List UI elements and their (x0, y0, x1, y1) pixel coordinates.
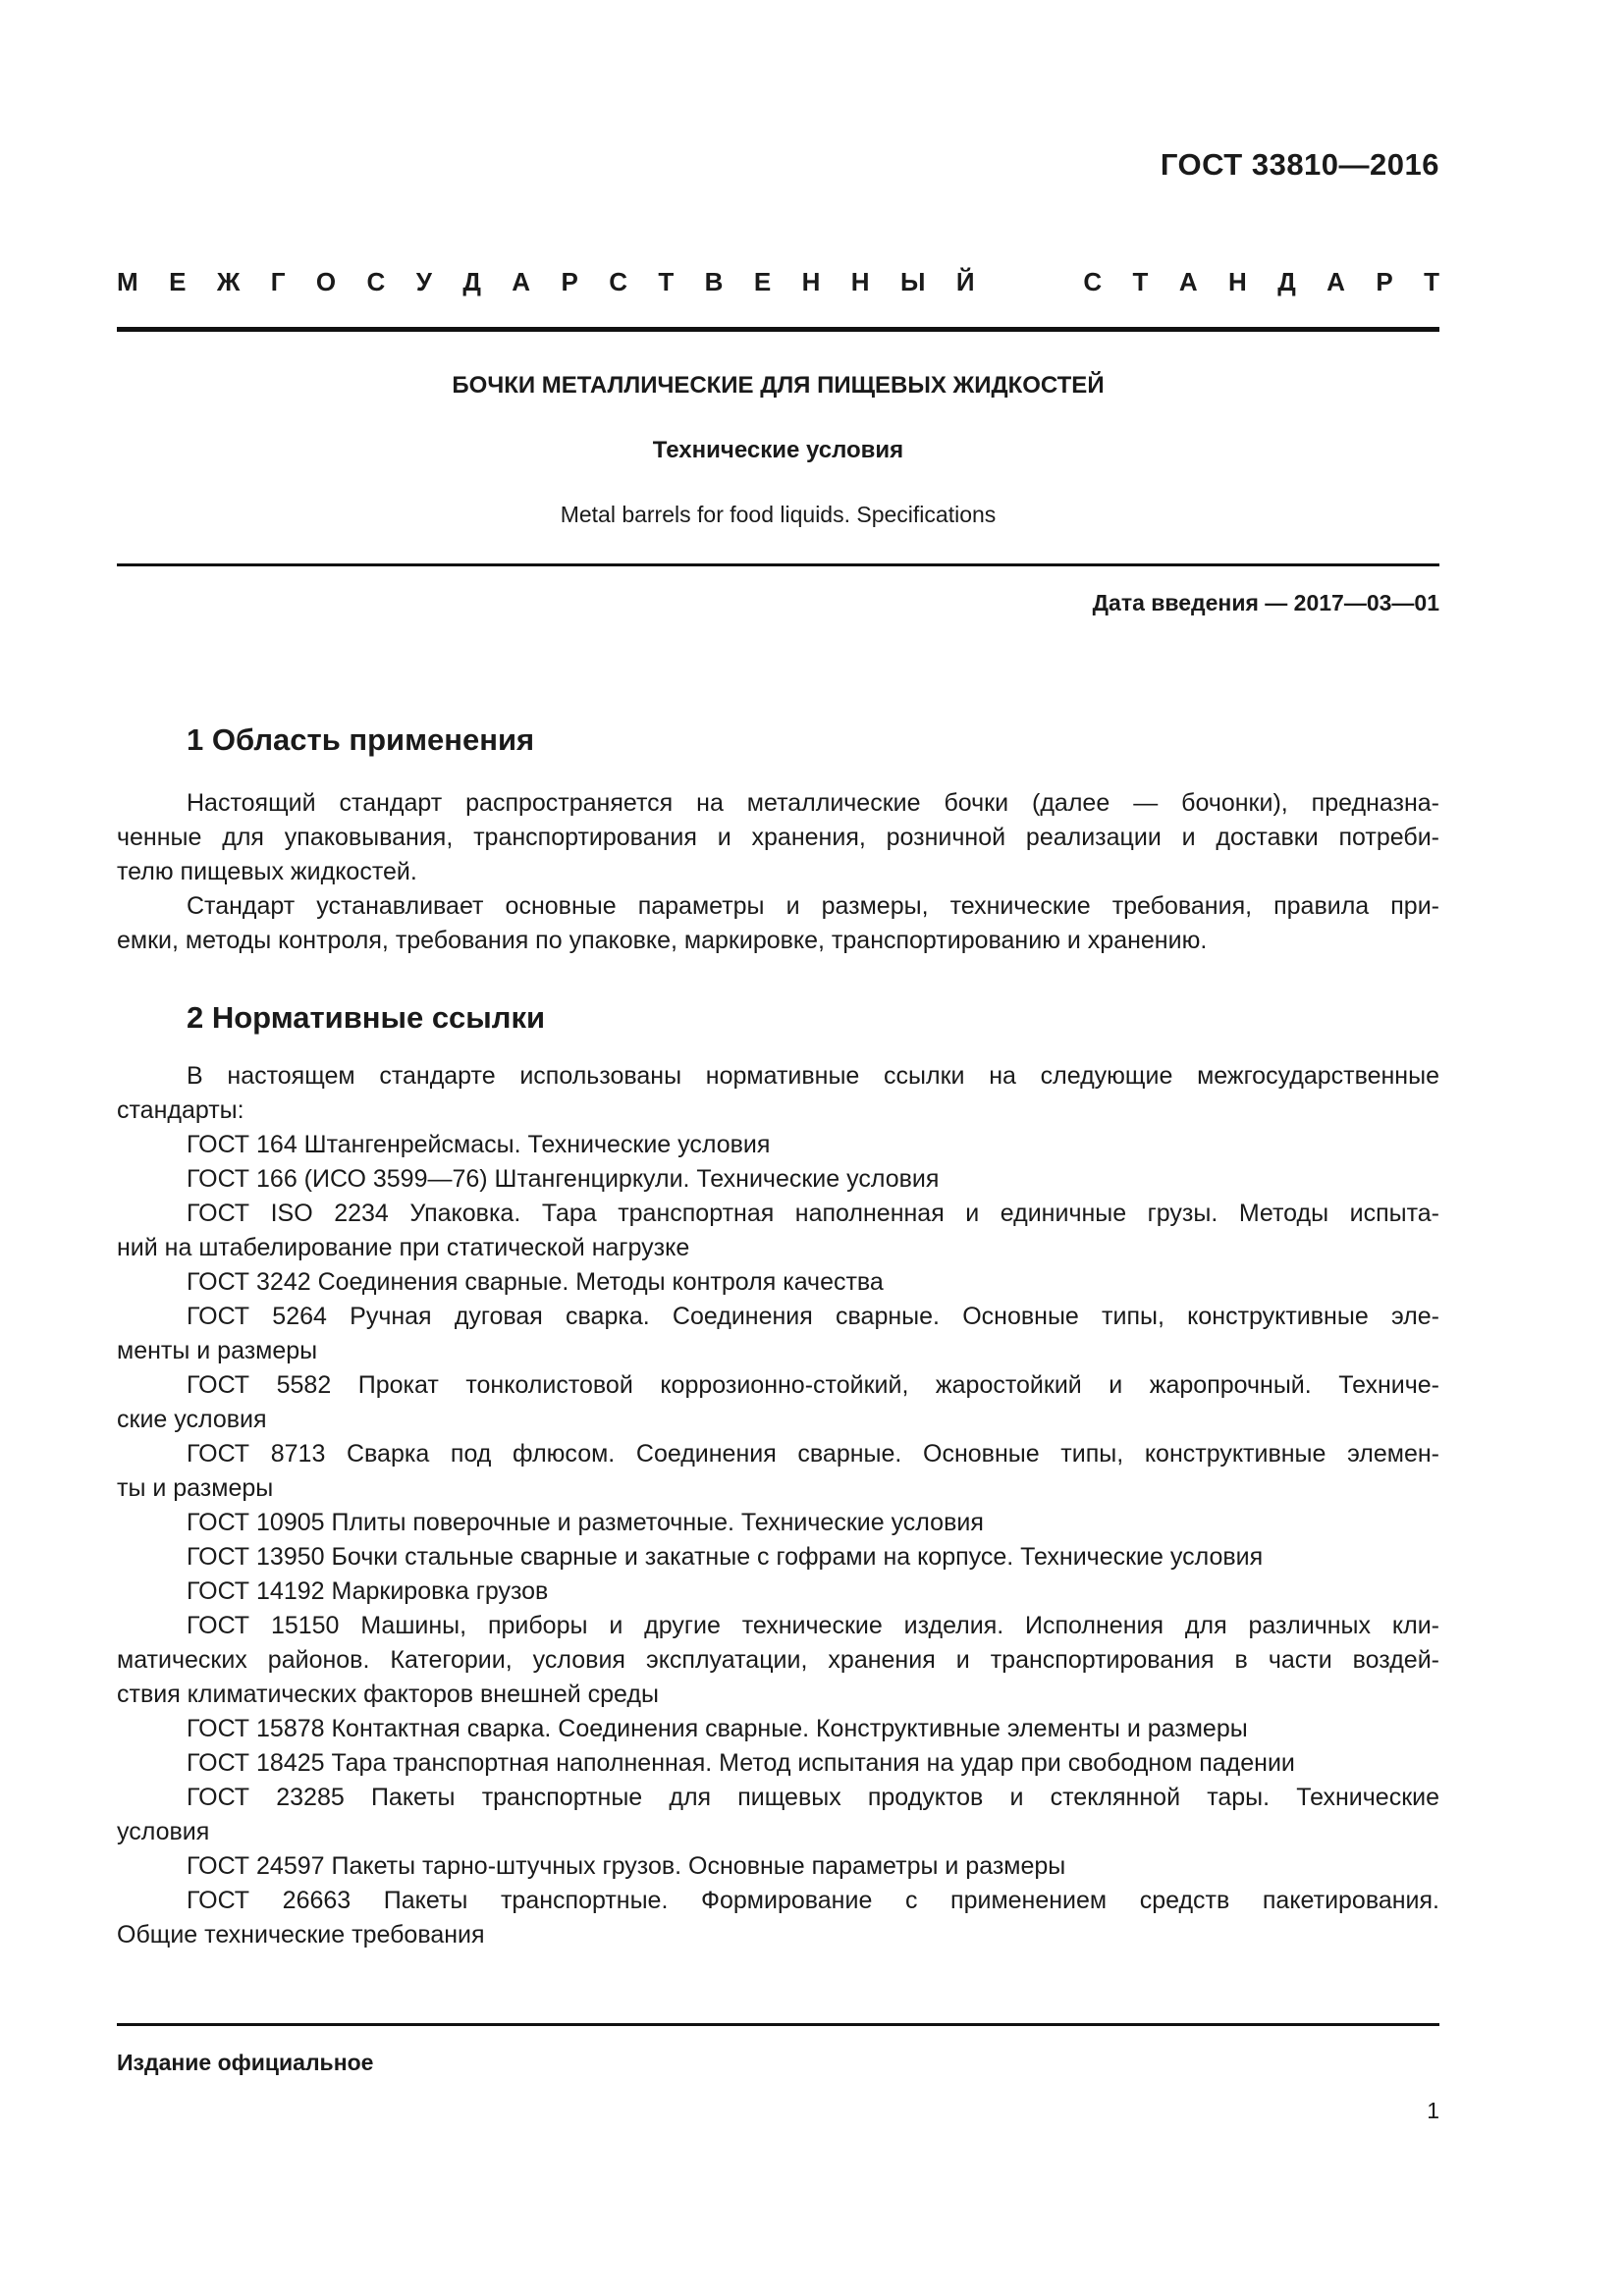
text-line: условия (117, 1818, 210, 1845)
label-letter: Т (1424, 267, 1439, 296)
official-edition-label: Издание официальное (117, 2050, 374, 2075)
reference-item (117, 1162, 1439, 1197)
label-letter: С (609, 267, 627, 296)
text-line: менты и размеры (117, 1337, 318, 1364)
label-letter: Т (658, 267, 675, 296)
label-letter: Г (270, 267, 286, 296)
text-line: ствия климатических факторов внешней среды (117, 1681, 659, 1708)
section-2-heading: 2 Нормативные ссылки (187, 1000, 546, 1035)
label-letter: Т (1132, 267, 1149, 296)
standard-number: ГОСТ 33810—2016 (1160, 147, 1439, 182)
title-divider (117, 563, 1439, 566)
label-letter: Р (1376, 267, 1393, 296)
reference-item (117, 1197, 1439, 1265)
section-1-heading: 1 Область применения (187, 722, 535, 757)
reference-item (117, 1540, 1439, 1575)
text-line: ГОСТ 5264 Ручная дуговая сварка. Соединения сварные. Основные типы, конструктивные эле- (187, 1303, 1439, 1330)
text-line: матических районов. Категории, условия эксплуатации, хранения и транспортирования в части воздей- (117, 1646, 1439, 1674)
text-line: ГОСТ 13950 Бочки стальные сварные и закатные с гофрами на корпусе. Технические условия (187, 1543, 1264, 1571)
reference-item (117, 1712, 1439, 1746)
text-line: ГОСТ 15878 Контактная сварка. Соединения сварные. Конструктивные элементы и размеры (187, 1715, 1248, 1742)
text-line: ГОСТ 14192 Маркировка грузов (187, 1577, 549, 1605)
word-gap (1005, 267, 1053, 297)
text-line: ГОСТ 5582 Прокат тонколистовой коррозионно-стойкий, жаростойкий и жаропрочный. Техниче- (187, 1371, 1439, 1399)
reference-item (117, 1609, 1439, 1712)
text-line: ГОСТ 10905 Плиты поверочные и разметочные. Технические условия (187, 1509, 984, 1536)
introduction-date: Дата введения — 2017—03—01 (1092, 590, 1439, 615)
label-letter: Е (753, 267, 772, 296)
label-letter: У (415, 267, 432, 296)
label-letter: В (704, 267, 724, 296)
label-letter: А (1326, 267, 1345, 296)
text-line: ГОСТ 24597 Пакеты тарно-штучных грузов. Основные параметры и размеры (187, 1852, 1066, 1880)
text-line: ГОСТ 164 Штангенрейсмасы. Технические условия (187, 1131, 771, 1158)
label-letter: А (1178, 267, 1198, 296)
label-letter: С (1083, 267, 1103, 296)
normative-references-list (117, 1128, 1439, 1952)
label-letter: Д (462, 267, 481, 296)
label-letter: Ы (899, 267, 926, 296)
reference-item (117, 1506, 1439, 1540)
reference-item (117, 1265, 1439, 1300)
label-letter: Е (169, 267, 187, 296)
text-line: Настоящий стандарт распространяется на металлические бочки (далее — бочонки), предназна- (187, 789, 1439, 817)
section-1-paragraph-1 (117, 786, 1439, 889)
reference-item (117, 1437, 1439, 1506)
text-line: телю пищевых жидкостей. (117, 858, 417, 885)
text-line: ГОСТ 3242 Соединения сварные. Методы контроля качества (187, 1268, 884, 1296)
page-number: 1 (1427, 2098, 1439, 2123)
text-line: Стандарт устанавливает основные параметры и размеры, технические требования, правила при- (187, 892, 1439, 920)
document-title: БОЧКИ МЕТАЛЛИЧЕСКИЕ ДЛЯ ПИЩЕВЫХ ЖИДКОСТЕЙ (452, 372, 1105, 399)
label-letter: Ж (216, 267, 241, 296)
label-letter: С (366, 267, 386, 296)
text-line: ченные для упаковывания, транспортирования и хранения, розничной реализации и доставки потреби- (117, 824, 1439, 851)
footer-divider (117, 2023, 1439, 2026)
reference-item (117, 1849, 1439, 1884)
section-2-intro (117, 1059, 1439, 1128)
interstate-standard-label (117, 267, 1439, 297)
text-line: ГОСТ 166 (ИСО 3599—76) Штангенциркули. Технические условия (187, 1165, 940, 1193)
label-letter: Р (561, 267, 578, 296)
header-divider (117, 327, 1439, 332)
text-line: ты и размеры (117, 1474, 274, 1502)
text-line: ГОСТ 18425 Тара транспортная наполненная. Метод испытания на удар при свободном падении (187, 1749, 1295, 1777)
text-line: стандарты: (117, 1096, 244, 1124)
text-line: Общие технические требования (117, 1921, 485, 1949)
text-line: ГОСТ 8713 Сварка под флюсом. Соединения сварные. Основные типы, конструктивные элемен- (187, 1440, 1439, 1468)
reference-item (117, 1884, 1439, 1952)
text-line: емки, методы контроля, требования по упаковке, маркировке, транспортированию и хранению. (117, 927, 1208, 954)
section-2-body (117, 1059, 1439, 1952)
label-letter: Д (1277, 267, 1296, 296)
section-1-paragraph-2 (117, 889, 1439, 958)
document-title-english: Metal barrels for food liquids. Specifications (560, 502, 997, 527)
label-letter: О (315, 267, 337, 296)
label-letter: Н (1228, 267, 1247, 296)
text-line: ний на штабелирование при статической нагрузке (117, 1234, 690, 1261)
text-line: ские условия (117, 1406, 267, 1433)
label-letter: Н (801, 267, 821, 296)
label-letter: Й (955, 267, 975, 296)
reference-item (117, 1368, 1439, 1437)
text-line: ГОСТ 26663 Пакеты транспортные. Формирование с применением средств пакетирования. (187, 1887, 1439, 1914)
document-subtitle: Технические условия (652, 437, 904, 463)
reference-item (117, 1746, 1439, 1781)
label-letter: А (512, 267, 531, 296)
text-line: В настоящем стандарте использованы нормативные ссылки на следующие межгосударственные (187, 1062, 1439, 1090)
label-letter: М (117, 267, 138, 296)
text-line: ГОСТ 23285 Пакеты транспортные для пищевых продуктов и стеклянной тары. Технические (187, 1784, 1439, 1811)
text-line: ГОСТ ISO 2234 Упаковка. Тара транспортная наполненная и единичные грузы. Методы испыта- (187, 1200, 1439, 1227)
reference-item (117, 1575, 1439, 1609)
reference-item (117, 1300, 1439, 1368)
reference-item (117, 1128, 1439, 1162)
label-letter: Н (850, 267, 870, 296)
text-line: ГОСТ 15150 Машины, приборы и другие технические изделия. Исполнения для различных кли- (187, 1612, 1439, 1639)
reference-item (117, 1781, 1439, 1849)
section-1-body (117, 786, 1439, 958)
